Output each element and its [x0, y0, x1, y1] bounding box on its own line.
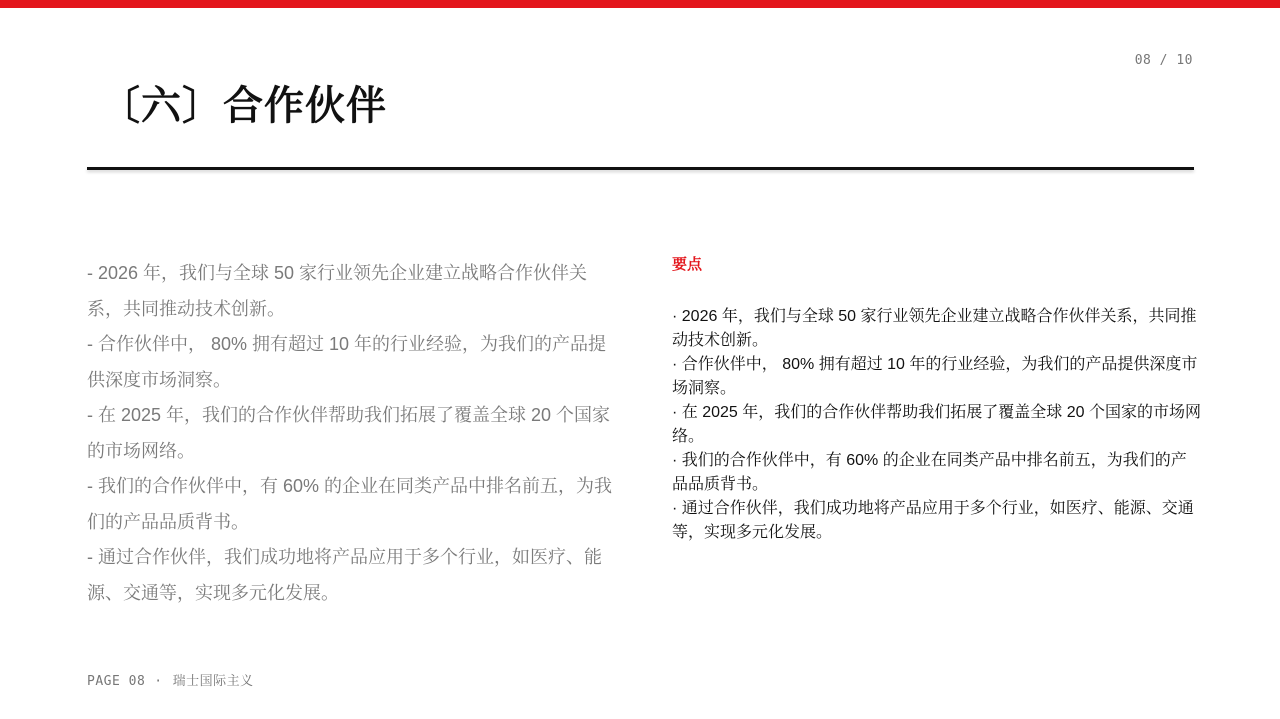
page-title: 〔六〕合作伙伴 [100, 83, 387, 129]
left-bullet-5: - 通过合作伙伴，我们成功地将产品应用于多个行业，如医疗、能源、交通等，实现多元化发展。 [87, 547, 602, 603]
key-point-5: · 通过合作伙伴，我们成功地将产品应用于多个行业，如医疗、能源、交通等，实现多元化发展。 [672, 500, 1194, 541]
key-point-1: · 2026 年，我们与全球 50 家行业领先企业建立战略合作伙伴关系，共同推动技术创新。 [672, 308, 1197, 349]
title-divider [87, 167, 1194, 170]
left-bullet-4: - 我们的合作伙伴中，有 60% 的企业在同类产品中排名前五，为我们的产品品质背书。 [87, 476, 613, 532]
footer-page-label: PAGE 08 [87, 674, 146, 689]
left-bullet-3: - 在 2025 年，我们的合作伙伴帮助我们拓展了覆盖全球 20 个国家的市场网络。 [87, 405, 611, 461]
page-footer [87, 670, 254, 689]
key-point-3: · 在 2025 年，我们的合作伙伴帮助我们拓展了覆盖全球 20 个国家的市场网络。 [672, 404, 1201, 445]
key-point-4: · 我们的合作伙伴中，有 60% 的企业在同类产品中排名前五，为我们的产品品质背书。 [672, 452, 1187, 493]
key-point-2: · 合作伙伴中， 80% 拥有超过 10 年的行业经验，为我们的产品提供深度市场洞察。 [672, 356, 1198, 397]
footer-separator: · [154, 674, 163, 689]
key-points-heading: 要点 [672, 256, 703, 273]
footer-organization: 瑞士国际主义 [172, 673, 254, 688]
left-bullet-2: - 合作伙伴中， 80% 拥有超过 10 年的行业经验，为我们的产品提供深度市场洞察。 [87, 334, 607, 390]
key-points-column [672, 254, 1202, 545]
page-counter: 08 / 10 [1134, 53, 1193, 68]
top-accent-bar [0, 0, 1280, 8]
left-content-column [87, 256, 622, 611]
left-bullet-1: - 2026 年，我们与全球 50 家行业领先企业建立战略合作伙伴关系，共同推动技术创新。 [87, 263, 588, 319]
